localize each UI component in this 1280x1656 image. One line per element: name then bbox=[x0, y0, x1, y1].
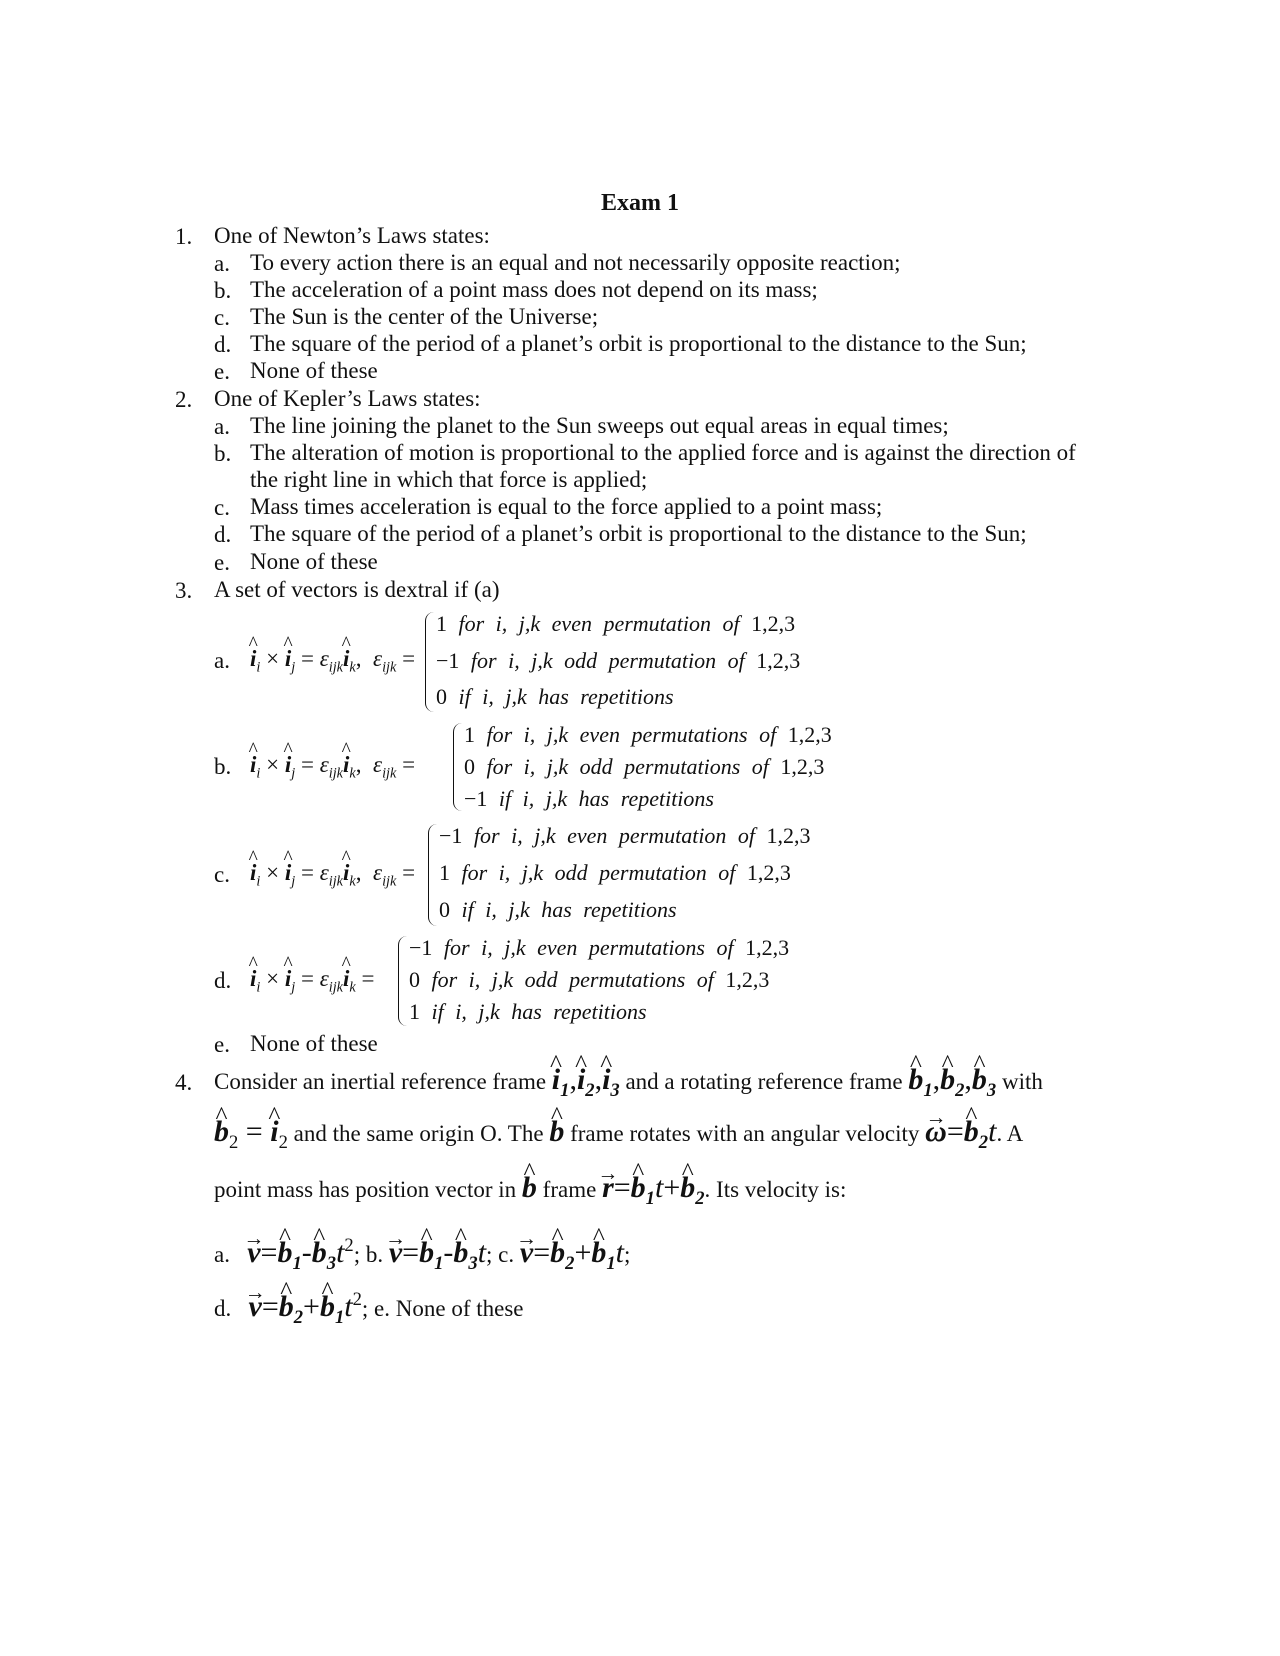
q3d-brace bbox=[398, 936, 407, 1026]
q3b-case-2: 0 for i, j,k odd permutations of 1,2,3 bbox=[464, 754, 825, 779]
q3-option-letter: d. bbox=[214, 968, 232, 993]
q3-stem: A set of vectors is dextral if (a) bbox=[214, 577, 500, 602]
q1-option-letter: a. bbox=[214, 251, 230, 276]
q3c-case-2: 1 for i, j,k odd permutation of 1,2,3 bbox=[439, 860, 791, 885]
q3-option-letter: a. bbox=[214, 648, 230, 673]
q2-number: 2. bbox=[175, 387, 193, 412]
q2-option-a: The line joining the planet to the Sun sweeps out equal areas in equal times; bbox=[250, 413, 949, 438]
q3b-case-1: 1 for i, j,k even permutations of 1,2,3 bbox=[464, 722, 832, 747]
q4-options-row-2: d. → v=^ $b_2+\^{}$ $b_1t^2$; e. None of these bbox=[214, 1286, 524, 1332]
q4-options-row-1: a. → v=^ $b_1-\^{}$ $b_3t^2$; b. → v=^ $b_1-\^{}$ $b_3t$; c. → v=^ $b_2+\^{}$ $b_1t$; bbox=[214, 1232, 630, 1278]
q3c-case-3: 0 if i, j,k has repetitions bbox=[439, 897, 677, 922]
q1-option-letter: b. bbox=[214, 278, 232, 303]
q3-option-e: None of these bbox=[250, 1031, 378, 1056]
q1-option-letter: c. bbox=[214, 305, 230, 330]
q1-option-e: None of these bbox=[250, 358, 378, 383]
page-title: Exam 1 bbox=[601, 190, 679, 216]
q2-option-letter: e. bbox=[214, 550, 230, 575]
q2-option-b-cont: the right line in which that force is applied; bbox=[250, 467, 648, 492]
q1-option-b: The acceleration of a point mass does not depend on its mass; bbox=[250, 277, 818, 302]
q3a-equation: ^ $i_i$ × ^ $i_j$ = $\varepsilon_{ijk}\^{}$ $i_k$, $\varepsilon_{ijk}$ = bbox=[250, 646, 415, 677]
q2-option-letter: a. bbox=[214, 414, 230, 439]
q1-option-d: The square of the period of a planet’s orbit is proportional to the distance to the Sun; bbox=[250, 331, 1027, 356]
q2-option-letter: b. bbox=[214, 441, 232, 466]
q3d-case-1: −1 for i, j,k even permutations of 1,2,3 bbox=[409, 935, 790, 960]
q2-option-letter: d. bbox=[214, 522, 232, 547]
q1-option-c: The Sun is the center of the Universe; bbox=[250, 304, 599, 329]
q1-option-a: To every action there is an equal and not necessarily opposite reaction; bbox=[250, 250, 901, 275]
q4-line-1: Consider an inertial reference frame ^ $i_1,\^{}$ $i_2,\^{}$ $i_3$ and a rotating reference frame ^ $b_1,\^{}$ $b_2,\^{}$ $b_3$ with bbox=[214, 1066, 1043, 1105]
q1-stem: One of Newton’s Laws states: bbox=[214, 223, 490, 248]
q3d-equation: ^ $i_i$ × ^ $i_j$ = $\varepsilon_{ijk}\^{}$ $i_k$ = bbox=[250, 966, 374, 997]
q3-option-letter: c. bbox=[214, 862, 230, 887]
q4-line-2: ^ $b_2$ = ^ $i_2$ and the same origin O. The ^ b frame rotates with an angular velocity → ω=^ $b_2t$. A bbox=[214, 1118, 1023, 1157]
q3d-case-3: 1 if i, j,k has repetitions bbox=[409, 999, 647, 1024]
q2-option-d: The square of the period of a planet’s orbit is proportional to the distance to the Sun; bbox=[250, 521, 1027, 546]
q3a-case-2: −1 for i, j,k odd permutation of 1,2,3 bbox=[436, 648, 801, 673]
q1-number: 1. bbox=[175, 224, 193, 249]
q2-option-e: None of these bbox=[250, 549, 378, 574]
q3c-equation: ^ $i_i$ × ^ $i_j$ = $\varepsilon_{ijk}\^{}$ $i_k$, $\varepsilon_{ijk}$ = bbox=[250, 860, 415, 891]
q3a-brace bbox=[425, 612, 434, 712]
q1-option-letter: e. bbox=[214, 359, 230, 384]
q1-option-letter: d. bbox=[214, 332, 232, 357]
q3a-case-3: 0 if i, j,k has repetitions bbox=[436, 684, 674, 709]
q3b-case-3: −1 if i, j,k has repetitions bbox=[464, 786, 714, 811]
q2-option-c: Mass times acceleration is equal to the force applied to a point mass; bbox=[250, 494, 883, 519]
q2-option-letter: c. bbox=[214, 495, 230, 520]
q3b-brace bbox=[453, 723, 462, 811]
q3-number: 3. bbox=[175, 578, 193, 603]
q2-option-b: The alteration of motion is proportional to the applied force and is against the direction of bbox=[250, 440, 1076, 465]
q4-line-3: point mass has position vector in ^ b frame → r=^ $b_1t+\^{}$ $b_2$. Its velocity is: bbox=[214, 1174, 846, 1213]
q3b-equation: ^ $i_i$ × ^ $i_j$ = $\varepsilon_{ijk}\^{}$ $i_k$, $\varepsilon_{ijk}$ = bbox=[250, 752, 415, 783]
q3-option-letter: e. bbox=[214, 1032, 230, 1057]
q4-number: 4. bbox=[175, 1070, 193, 1095]
q3a-case-1: 1 for i, j,k even permutation of 1,2,3 bbox=[436, 611, 796, 636]
q3-option-letter: b. bbox=[214, 754, 232, 779]
q3d-case-2: 0 for i, j,k odd permutations of 1,2,3 bbox=[409, 967, 770, 992]
q3c-brace bbox=[428, 824, 437, 926]
q3c-case-1: −1 for i, j,k even permutation of 1,2,3 bbox=[439, 823, 811, 848]
q2-stem: One of Kepler’s Laws states: bbox=[214, 386, 481, 411]
